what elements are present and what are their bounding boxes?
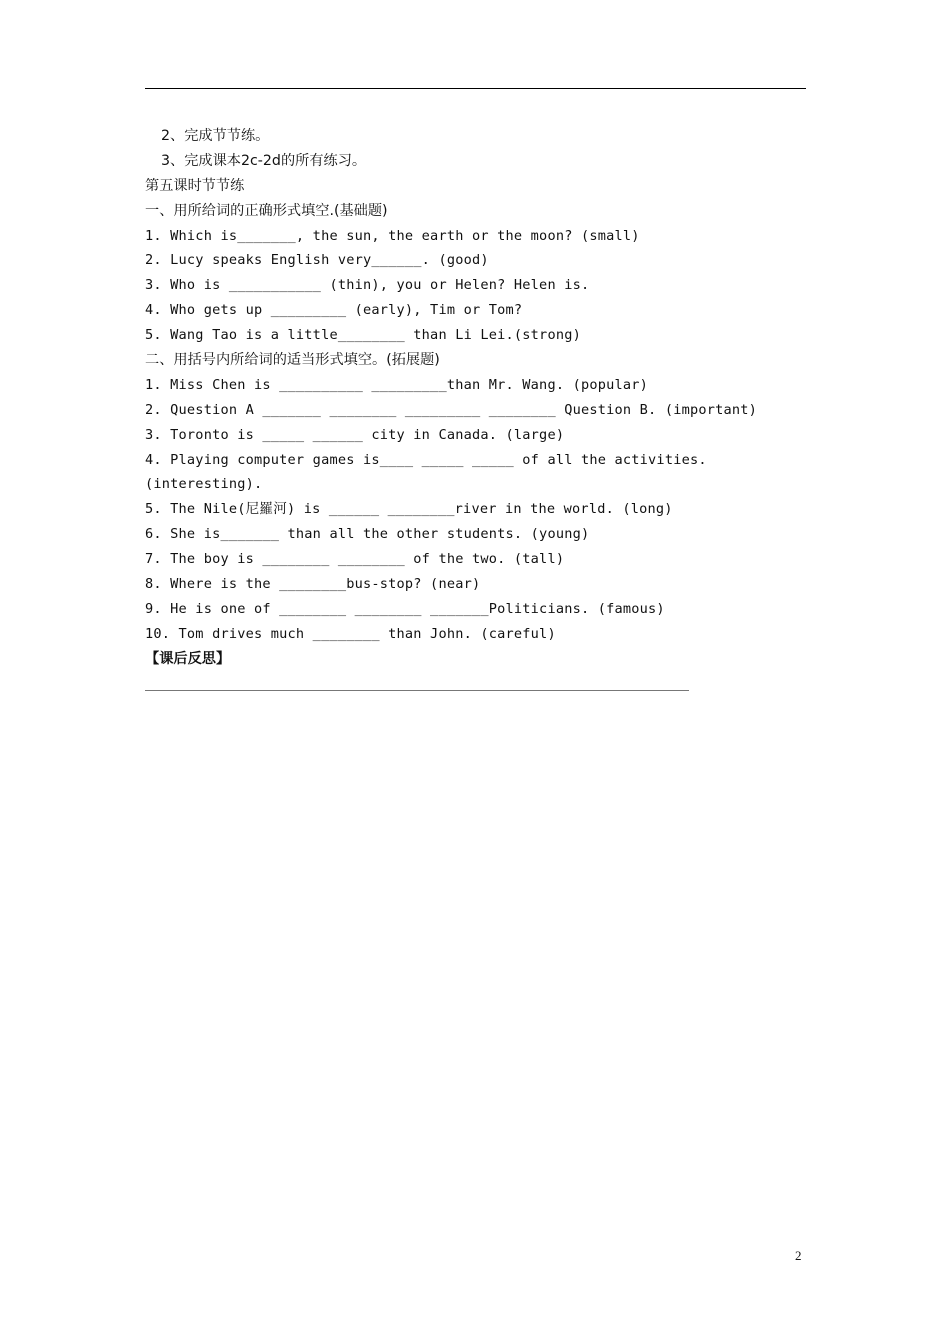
page-number: 2 [795,1248,802,1263]
exercise-item: 5. Wang Tao is a little________ than Li Lei.(strong) [145,327,581,344]
exercise-item: 2. Question A _______ ________ _________ ________ Question B. (important) [145,401,758,418]
lesson-title: 第五课时节节练 [145,177,245,194]
exercise-item: 3. Who is ___________ (thin), you or Helen? Helen is. [145,277,590,294]
exercise-item: 4. Who gets up _________ (early), Tim or Tom? [145,302,523,319]
homework-item: 3、完成课本2c-2d的所有练习。 [161,152,367,169]
exercise-item-continued: (interesting). [145,476,263,493]
homework-item: 2、完成节节练。 [161,128,270,144]
exercise-item: 1. Which is_______, the sun, the earth or the moon? (small) [145,227,640,244]
exercise-item: 7. The boy is ________ ________ of the two. (tall) [145,551,565,568]
exercise-item: 8. Where is the ________bus-stop? (near) [145,576,481,593]
exercise-item: 5. The Nile(尼羅河) is ______ ________river in the world. (long) [145,501,673,518]
worksheet-content [145,124,785,672]
section1-heading: 一、用所给词的正确形式填空.(基础题) [145,202,388,219]
exercise-item: 10. Tom drives much ________ than John. (careful) [145,625,556,642]
exercise-item: 2. Lucy speaks English very______. (good) [145,252,489,269]
exercise-item: 4. Playing computer games is____ _____ _____ of all the activities. [145,451,707,468]
exercise-item: 3. Toronto is _____ ______ city in Canada. (large) [145,426,565,443]
exercise-item: 1. Miss Chen is __________ _________than Mr. Wang. (popular) [145,376,649,393]
exercise-item: 6. She is_______ than all the other students. (young) [145,526,590,543]
section2-heading: 二、用括号内所给词的适当形式填空。(拓展题) [145,352,440,369]
reflection-heading: 【课后反思】 [145,650,231,667]
reflection-answer-line [145,690,689,691]
exercise-item: 9. He is one of ________ ________ _______Politicians. (famous) [145,600,665,617]
header-rule [145,88,806,89]
